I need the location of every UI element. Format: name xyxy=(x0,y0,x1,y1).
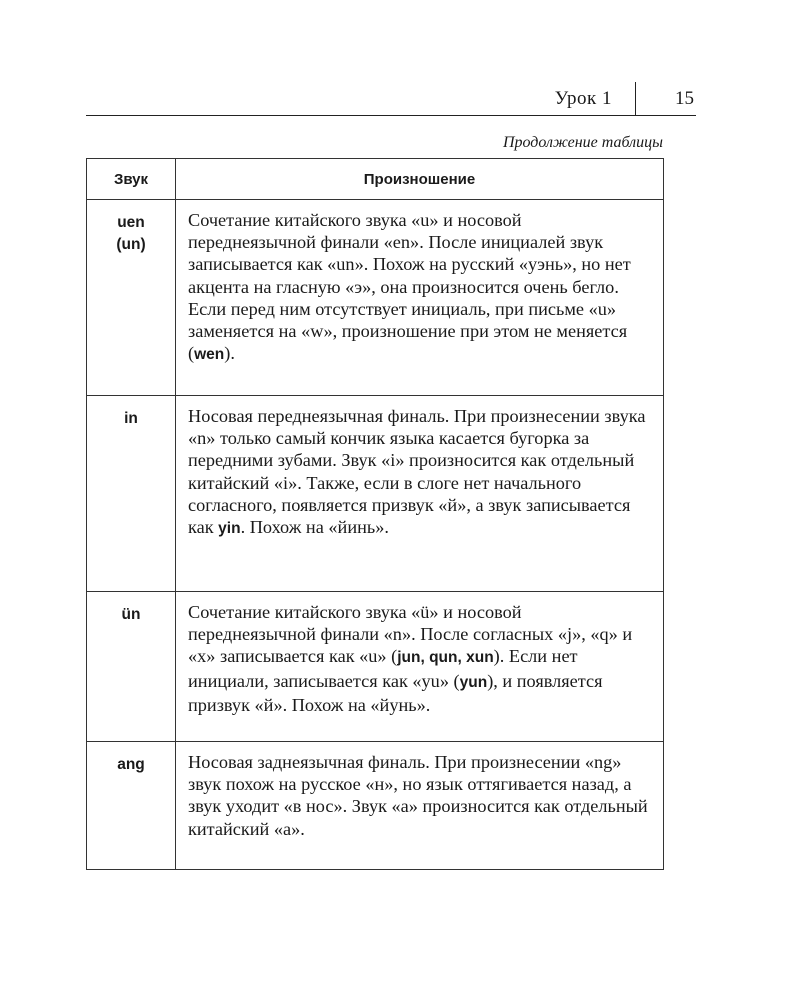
table-row xyxy=(87,742,664,870)
sound-cell xyxy=(87,742,176,870)
sound-cell xyxy=(87,200,176,396)
table-row xyxy=(87,396,664,592)
header-divider xyxy=(635,82,636,116)
description-text: ). xyxy=(224,343,235,364)
table-row xyxy=(87,592,664,742)
description-text: Сочетание китайского звука «ü» и носовой переднеязычной финали «n». После согласных «j», «q» и «x» записывается как «u» ( xyxy=(188,602,633,667)
description-text: Носовая заднеязычная финаль. При произнесении «ng» звук похож на русское «н», но язык оттягивается назад, а звук уходит «в нос». Звук «a» произносится как отдельный китайский «a». xyxy=(188,752,648,839)
pinyin-example: yin xyxy=(218,520,241,538)
pinyin-example: yun xyxy=(459,673,488,691)
description-text: Сочетание китайского звука «u» и носовой переднеязычной финали «en». После инициалей звук записывается как «un». Похож на русский «уэнь», но нет акцента на гласную «э», она произносится очень бегло. Если перед ним отсутствует инициаль, при письме «u» заменяется на «w», произношение при этом не меняется ( xyxy=(188,210,631,364)
sound-label: uen xyxy=(117,214,145,231)
lesson-label: Урок 1 xyxy=(554,88,612,109)
sound-cell xyxy=(87,396,176,592)
column-header-sound: Звук xyxy=(87,159,176,200)
sound-label: ang xyxy=(117,756,145,773)
description-text: Носовая переднеязычная финаль. При произнесении звука «n» только самый кончик языка касается бугорка за передними зубами. Звук «i» произносится как отдельный китайский «i». Также, если в слоге нет начального согласного, появляется призвук «й», а звук записывается как xyxy=(188,406,646,538)
sound-cell xyxy=(87,592,176,742)
sound-alt-label: (un) xyxy=(116,236,146,253)
sound-label: ün xyxy=(121,606,141,623)
pronunciation-cell xyxy=(176,592,664,742)
pronunciation-cell xyxy=(176,396,664,592)
table-header-row xyxy=(87,159,664,200)
pronunciation-cell xyxy=(176,200,664,396)
description-text: . Похож на «йинь». xyxy=(240,517,389,538)
description-text: ). Если нет инициали, записывается как «yu» ( xyxy=(188,646,578,691)
header-rule xyxy=(86,115,696,116)
pinyin-example: wen xyxy=(194,346,225,364)
running-header xyxy=(86,80,696,116)
sound-label: in xyxy=(124,410,138,427)
page-number: 15 xyxy=(675,88,694,109)
pronunciation-cell xyxy=(176,742,664,870)
table-continuation-label: Продолжение таблицы xyxy=(502,134,663,151)
description-text: ), и появляется призвук «й». Похож на «йунь». xyxy=(188,670,603,715)
pinyin-example: jun, qun, xun xyxy=(397,649,494,667)
pronunciation-table xyxy=(86,158,664,870)
column-header-pronunciation: Произношение xyxy=(176,159,664,200)
table-row xyxy=(87,200,664,396)
